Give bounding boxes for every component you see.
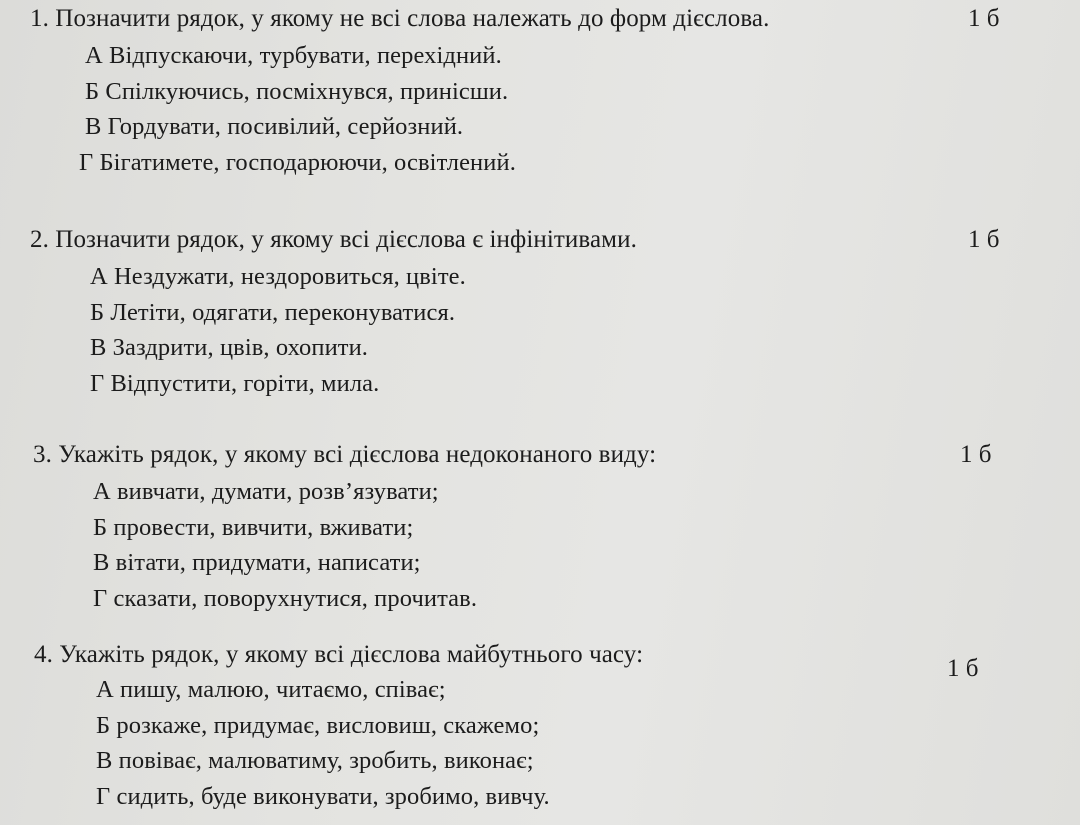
- question-1-text: 1. Позначити рядок, у якому не всі слова належать до форм дієслова.: [30, 5, 770, 32]
- question-3-points: 1 б: [960, 441, 992, 468]
- question-4-option-b: Б розкаже, придумає, висловиш, скажемо;: [96, 711, 540, 739]
- question-3-option-d: Г сказати, поворухнутися, прочитав.: [93, 584, 478, 612]
- question-2-options: [90, 259, 1030, 401]
- question-2-option-a: А Нездужати, нездоровиться, цвіте.: [90, 263, 466, 290]
- question-4: [34, 636, 1034, 814]
- question-2-option-b: Б Летіти, одягати, переконуватися.: [90, 298, 456, 326]
- question-3-option-a: А вивчати, думати, розв’язувати;: [93, 478, 439, 505]
- question-1-option-d: Г Бігатимете, господарюючи, освітлений.: [79, 148, 516, 176]
- question-2-points: 1 б: [968, 226, 1000, 253]
- question-1-option-b: Б Спілкуючись, посміхнувся, принісши.: [85, 77, 509, 105]
- question-2: [30, 221, 1030, 401]
- question-3-text: 3. Укажіть рядок, у якому всі дієслова недоконаного виду:: [33, 441, 657, 468]
- question-4-option-d: Г сидить, буде виконувати, зробимо, вивчу.: [96, 782, 550, 810]
- question-4-points: 1 б: [947, 655, 979, 682]
- question-1-option-a: А Відпускаючи, турбувати, перехідний.: [85, 42, 502, 69]
- question-2-text: 2. Позначити рядок, у якому всі дієслова є інфінітивами.: [30, 226, 637, 253]
- question-1: [30, 0, 1030, 180]
- question-2-option-c: В Заздрити, цвів, охопити.: [90, 334, 369, 361]
- question-1-option-c: В Гордувати, посивілий, серйозний.: [85, 113, 464, 140]
- question-1-options: [79, 38, 1030, 180]
- question-4-option-c: В повіває, малюватиму, зробить, виконає;: [96, 747, 534, 774]
- question-3-options: [93, 474, 1033, 616]
- question-4-options: [96, 672, 1034, 814]
- question-4-text: 4. Укажіть рядок, у якому всі дієслова майбутнього часу:: [34, 641, 644, 668]
- question-3-option-c: В вітати, придумати, написати;: [93, 549, 421, 576]
- question-3-option-b: Б провести, вивчити, вживати;: [93, 513, 414, 541]
- question-2-option-d: Г Відпустити, горіти, мила.: [90, 369, 380, 397]
- question-4-option-a: А пишу, малюю, читаємо, співає;: [96, 676, 446, 703]
- question-3: [33, 436, 1033, 616]
- question-1-points: 1 б: [968, 5, 1000, 32]
